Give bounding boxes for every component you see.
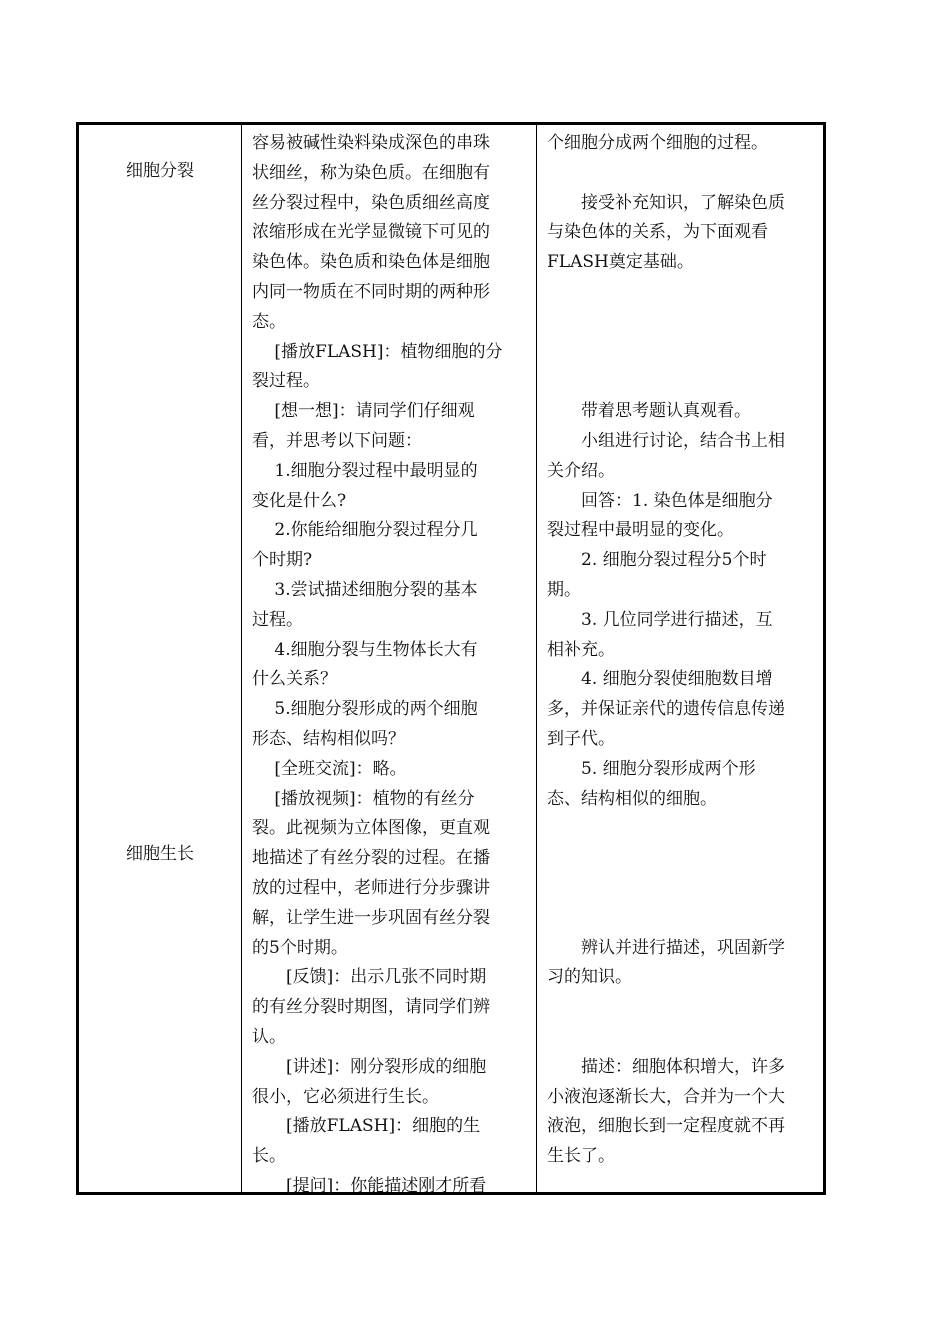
teacher-text-line: [全班交流]：略。 — [252, 758, 407, 779]
teacher-text-line: 的有丝分裂时期图，请同学们辨 — [252, 997, 490, 1018]
teacher-text-line: 4.细胞分裂与生物体长大有 — [252, 639, 478, 660]
student-text-line — [547, 874, 823, 904]
teacher-text-line: [播放视频]：植物的有丝分 — [252, 788, 475, 809]
teacher-text-line: 形态、结构相似吗？ — [252, 728, 405, 749]
student-text-line: 4. 细胞分裂使细胞数目增 — [547, 669, 773, 690]
student-text-line: 个细胞分成两个细胞的过程。 — [547, 133, 768, 153]
teacher-text-line: [讲述]：刚分裂形成的细胞 — [252, 1056, 487, 1077]
teacher-text-line: [播放FLASH]：细胞的生 — [252, 1116, 481, 1137]
teacher-activity-column — [252, 129, 524, 1202]
student-text-line — [547, 1023, 823, 1053]
student-text-line — [547, 338, 823, 368]
teacher-text-line: 态。 — [252, 311, 286, 332]
teacher-text-line: 长。 — [252, 1146, 286, 1167]
student-text-line — [547, 308, 823, 338]
teacher-text-line: 3.尝试描述细胞分裂的基本 — [252, 579, 478, 600]
student-text-line — [547, 278, 823, 308]
teacher-text-line: 浓缩形成在光学显微镜下可见的 — [252, 222, 490, 243]
teacher-text-line: 认。 — [252, 1026, 286, 1047]
student-text-line — [547, 904, 823, 934]
teacher-text-line: 2.你能给细胞分裂过程分几 — [252, 520, 478, 541]
student-text-line: FLASH奠定基础。 — [547, 252, 694, 273]
teacher-text-line: 裂。此视频为立体图像，更直观 — [252, 818, 490, 839]
student-text-line — [547, 1172, 823, 1202]
column-divider-1 — [241, 125, 242, 1192]
teacher-text-line: 过程。 — [252, 609, 303, 630]
student-text-line: 5. 细胞分裂形成两个形 — [547, 758, 756, 779]
teacher-text-line: [想一想]：请同学们仔细观 — [252, 401, 475, 422]
student-text-line: 带着思考题认真观看。 — [547, 401, 751, 422]
student-text-line: 关介绍。 — [547, 460, 615, 481]
teacher-text-line: 什么关系？ — [252, 669, 337, 690]
student-text-line: 小液泡逐渐长大，合并为一个大 — [547, 1086, 785, 1107]
teacher-text-line: 丝分裂过程中，染色质细丝高度 — [252, 192, 490, 213]
teacher-text-line: [反馈]：出示几张不同时期 — [252, 967, 487, 988]
student-text-line — [547, 159, 823, 189]
column-divider-2 — [536, 125, 537, 1192]
teacher-text-line: 放的过程中，老师进行分步骤讲 — [252, 877, 490, 898]
student-text-line: 裂过程中最明显的变化。 — [547, 520, 734, 541]
student-text-line — [547, 844, 823, 874]
student-text-line: 相补充。 — [547, 639, 615, 660]
student-text-line: 态、结构相似的细胞。 — [547, 788, 717, 809]
student-text-line: 到子代。 — [547, 728, 615, 749]
teacher-text-line: 5.细胞分裂形成的两个细胞 — [252, 699, 478, 720]
student-text-line: 与染色体的关系，为下面观看 — [547, 222, 768, 243]
teacher-text-line: 染色体。染色质和染色体是细胞 — [252, 252, 490, 273]
teacher-text-line: 个时期? — [252, 550, 313, 571]
student-activity-column — [547, 129, 823, 1202]
student-text-line: 期。 — [547, 579, 581, 600]
student-text-line: 小组进行讨论，结合书上相 — [547, 430, 785, 451]
student-text-line: 接受补充知识，了解染色质 — [547, 192, 785, 213]
student-text-line: 描述：细胞体积增大，许多 — [547, 1056, 785, 1077]
topic-cell-growth: 细胞生长 — [126, 844, 194, 864]
teacher-text-line: 变化是什么? — [252, 490, 347, 511]
teacher-text-line: 的5个时期。 — [252, 937, 348, 958]
student-text-line: 多，并保证亲代的遗传信息传递 — [547, 699, 785, 720]
student-text-line: 3. 几位同学进行描述，互 — [547, 609, 773, 630]
teacher-text-line: [播放FLASH]：植物细胞的分 — [252, 341, 503, 362]
teacher-text-line: [提问]：你能描述刚才所看 — [252, 1175, 487, 1196]
teacher-text-line: 状细丝，称为染色质。在细胞有 — [252, 162, 490, 183]
student-text-line: 液泡，细胞长到一定程度就不再 — [547, 1116, 785, 1137]
student-text-line: 习的知识。 — [547, 967, 632, 988]
student-text-line: 辨认并进行描述，巩固新学 — [547, 937, 785, 958]
teacher-text-line: 容易被碱性染料染成深色的串珠 — [252, 133, 490, 153]
teacher-text-line: 很小，它必须进行生长。 — [252, 1086, 439, 1107]
student-text-line: 生长了。 — [547, 1146, 615, 1167]
student-text-line: 回答：1. 染色体是细胞分 — [547, 490, 773, 511]
topic-cell-division: 细胞分裂 — [126, 161, 194, 181]
student-text-line — [547, 814, 823, 844]
teacher-text-line: 看，并思考以下问题： — [252, 430, 422, 451]
lesson-table — [76, 122, 826, 1195]
teacher-text-line: 1.细胞分裂过程中最明显的 — [252, 460, 478, 481]
student-text-line: 2. 细胞分裂过程分5个时 — [547, 550, 767, 571]
teacher-text-line: 地描述了有丝分裂的过程。在播 — [252, 848, 490, 869]
teacher-text-line: 解，让学生进一步巩固有丝分裂 — [252, 907, 490, 928]
student-text-line — [547, 993, 823, 1023]
student-text-line — [547, 367, 823, 397]
teacher-text-line: 裂过程。 — [252, 371, 320, 392]
teacher-text-line: 内同一物质在不同时期的两种形 — [252, 281, 490, 302]
